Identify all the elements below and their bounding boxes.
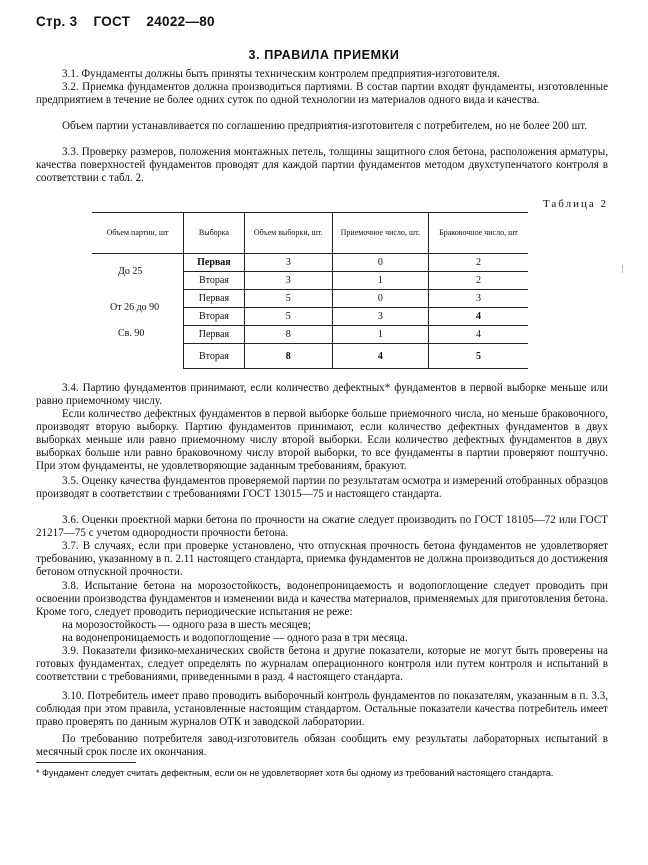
table-caption: Таблица 2 [542,198,608,210]
col-header-sample: Выборка [184,213,245,254]
paragraph-3-9: 3.9. Показатели физико-механических свойств бетона и другие показатели, которые не могут быть проверены на готовых фундаментах, следует определять по журналам операционного контроля или путем контроля и испытаний в соответствии с требованиями, приведенными в разд. 4 настоящего стандарта. [36,645,608,684]
paragraph-3-8-frost: на морозостойкость — одного раза в шесть месяцев; [62,619,311,631]
gost-label: ГОСТ [93,14,131,29]
table-row [92,290,528,308]
paragraph-3-5: 3.5. Оценку качества фундаментов проверяемой партии по результатам осмотра и измерений отобранных образцов производят в соответствии с требованиями ГОСТ 13015—75 и настоящего стандарта. [36,475,608,501]
value-cell: 5 [244,308,332,326]
scan-mark: ⁄ [619,264,627,275]
paragraph-3-7: 3.7. В случаях, если при проверке установлено, что отпускная прочность бетона фундаментов не удовлетворяет требованию, указанному в п. 2.11 настоящего стандарта, приемка фундаментов не должна производиться до достижения бетоном отпускной прочности. [36,540,608,579]
paragraph-3-6: 3.6. Оценки проектной марки бетона по прочности на сжатие следует производить по ГОСТ 18105—72 или ГОСТ 21217—75 с учетом однородности прочности бетона. [36,514,608,540]
col-header-accept: Приемочное число, шт. [332,213,428,254]
table-row [92,326,528,344]
paragraph-3-2-volume: Объем партии устанавливается по соглашению предприятия-изготовителя с потребителем, но не более 200 шт. [62,120,588,132]
value-cell: 3 [244,254,332,272]
table-row [92,254,528,272]
sample-cell: Первая [184,254,245,272]
paragraph-3-4-second: Если количество дефектных фундаментов в первой выборке больше приемочного числа, но меньше браковочного, производят вторую выборку. Партию фундаментов принимают, если количество дефектных фундаментов в двух выборках меньше или равно приемочному числу второй выборки. Если количество дефектных фундаментов в двух выборках больше или равно браковочному числу второй выборки, то все фундаменты в партии проверяют поштучно. При этом фундаменты, не удовлетворяющие заданным требованиям, бракуют. [36,408,608,473]
col-header-lot: Объем партии, шт [92,213,184,254]
lot-cell: Св. 90 [118,327,145,339]
value-cell: 3 [244,272,332,290]
value-cell: 0 [332,254,428,272]
value-cell: 4 [332,344,428,369]
value-cell: 3 [332,308,428,326]
value-cell: 2 [428,272,528,290]
footnote-divider [36,762,136,763]
value-cell: 3 [428,290,528,308]
gost-number: 24022—80 [146,14,215,29]
paragraph-3-10-second: По требованию потребителя завод-изготовитель обязан сообщить ему результаты лабораторных испытаний в месячный срок после их окончания. [36,733,608,759]
paragraph-3-8-water: на водонепроницаемость и водопоглощение — одного раза в три месяца. [62,632,408,644]
footnote: * Фундамент следует считать дефектным, если он не удовлетворяет хотя бы одному из требований настоящего стандарта. [36,768,554,778]
lot-cell: До 25 [118,266,143,278]
col-header-reject: Браковочное число, шт [428,213,528,254]
value-cell: 1 [332,326,428,344]
paragraph-3-8: 3.8. Испытание бетона на морозостойкость, водонепроницаемость и водопоглощение следует проводить при освоении производства фундаментов и изменении вида и качества материалов, применяемых для приготовления бетона. Кроме того, следует проводить периодические испытания не реже: [36,580,608,619]
value-cell: 4 [428,326,528,344]
page-number: Стр. 3 [36,14,78,29]
paragraph-3-10: 3.10. Потребитель имеет право проводить выборочный контроль фундаментов по показателям, указанным в п. 3.3, соблюдая при этом правила, установленные настоящим стандартом. Остальные показатели качества потребитель имеет право проверять по данным журналов ОТК и заводской лаборатории. [36,690,608,729]
lot-cell: От 26 до 90 [110,302,160,313]
value-cell: 2 [428,254,528,272]
col-header-sample-size: Объем выборки, шт. [244,213,332,254]
page-header [36,14,227,29]
value-cell: 0 [332,290,428,308]
sample-cell: Первая [184,326,245,344]
value-cell: 4 [428,308,528,326]
value-cell: 8 [244,326,332,344]
value-cell: 8 [244,344,332,369]
sample-cell: Вторая [184,272,245,290]
sample-cell: Вторая [184,344,245,369]
value-cell: 1 [332,272,428,290]
value-cell: 5 [244,290,332,308]
value-cell: 5 [428,344,528,369]
paragraph-3-3: 3.3. Проверку размеров, положения монтажных петель, толщины защитного слоя бетона, расположения арматуры, качества поверхностей фундаментов проводят для каждой партии фундаментов методом двухступенчатого контроля в соответствии с табл. 2. [36,146,608,185]
paragraph-3-4: 3.4. Партию фундаментов принимают, если количество дефектных* фундаментов в первой выборке меньше или равно приемочному числу. [36,382,608,408]
paragraph-3-2: 3.2. Приемка фундаментов должна производиться партиями. В состав партии входят фундаменты, изготовленные предприятием в течение не более одних суток по одной технологии из материалов одного вида и качества. [36,81,608,107]
sample-cell: Первая [184,290,245,308]
sample-cell: Вторая [184,308,245,326]
table-2 [92,212,528,369]
paragraph-3-1: 3.1. Фундаменты должны быть приняты техническим контролем предприятия-изготовителя. [62,68,500,80]
section-title: 3. ПРАВИЛА ПРИЕМКИ [248,48,400,62]
